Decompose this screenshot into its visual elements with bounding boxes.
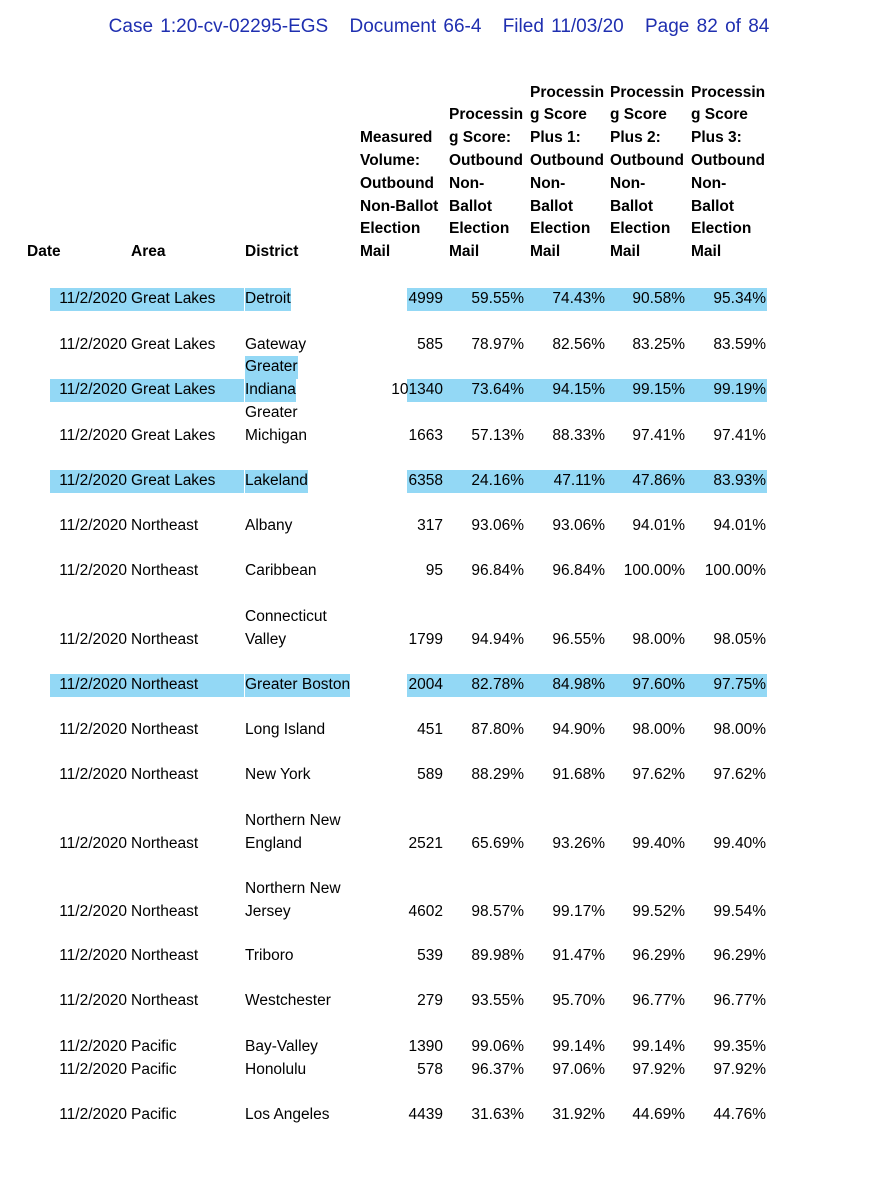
row-area: Great Lakes [131, 336, 216, 353]
row-score-plus2: 100.00% [623, 562, 685, 579]
document-number: Document 66-4 [349, 16, 482, 37]
row-score-plus2: 98.00% [632, 721, 685, 738]
row-district: Greater [245, 356, 298, 379]
case-number: Case 1:20-cv-02295-EGS [108, 16, 329, 37]
row-date: 11/2/2020 [59, 1038, 127, 1055]
row-area: Northeast [131, 630, 199, 648]
row-score-plus3: 100.00% [704, 562, 766, 579]
row-area: Northeast [131, 902, 199, 920]
row-score: 57.13% [471, 426, 524, 444]
row-area: Great Lakes [131, 380, 216, 398]
row-score: 93.06% [471, 517, 524, 534]
row-score-plus2: 83.25% [632, 336, 685, 353]
row-score-plus2: 99.40% [632, 834, 685, 852]
header-line: g Score [530, 106, 587, 124]
row-score-plus2: 44.69% [632, 1106, 685, 1123]
row-date: 11/2/2020 [59, 562, 127, 579]
row-score: 98.57% [471, 902, 524, 920]
row-volume: 585 [417, 336, 443, 353]
row-score-plus2: 99.14% [632, 1038, 685, 1055]
row-score: 24.16% [471, 472, 524, 489]
table-row [0, 356, 878, 402]
row-district: Greater [245, 404, 298, 421]
row-area: Great Lakes [131, 426, 216, 444]
row-score: 78.97% [471, 336, 524, 353]
header-volume [360, 127, 438, 264]
row-score-plus2: 96.77% [632, 992, 685, 1009]
table-row [0, 674, 878, 697]
header-line: Ballot [610, 197, 654, 215]
header-line: Mail [360, 243, 391, 261]
row-district: Westchester [245, 992, 331, 1009]
row-date: 11/2/2020 [59, 336, 127, 353]
header-line: Election [360, 220, 421, 238]
row-score: 65.69% [471, 834, 524, 852]
row-district: Valley [245, 630, 287, 648]
row-area: Pacific [131, 1106, 177, 1123]
row-score-plus1: 91.47% [552, 947, 605, 964]
row-volume: 1663 [408, 426, 443, 444]
row-date: 11/2/2020 [59, 902, 127, 920]
row-volume: 4999 [408, 290, 443, 307]
table-row [0, 810, 878, 856]
header-line: Outbound [691, 152, 766, 170]
row-volume: 1390 [408, 1038, 443, 1055]
row-score-plus3: 99.54% [713, 902, 766, 920]
case-header [0, 16, 878, 38]
row-date: 11/2/2020 [59, 676, 127, 693]
row-date: 11/2/2020 [59, 721, 127, 738]
header-line: Plus 2: [610, 129, 661, 147]
row-score: 89.98% [471, 947, 524, 964]
row-score: 99.06% [471, 1038, 524, 1055]
row-score-plus2: 99.52% [632, 902, 685, 920]
header-score [449, 104, 523, 264]
header-line: Mail [610, 243, 641, 261]
row-score-plus3: 83.59% [713, 336, 766, 353]
row-area: Northeast [131, 562, 199, 579]
row-score-plus3: 96.77% [713, 992, 766, 1009]
header-line: Election [691, 220, 752, 238]
row-score-plus2: 98.00% [632, 630, 685, 648]
table-row [0, 606, 878, 652]
table-row [0, 470, 878, 493]
row-score-plus1: 82.56% [552, 336, 605, 353]
row-score-plus3: 83.93% [713, 472, 766, 489]
row-score-plus1: 74.43% [552, 290, 605, 307]
row-score-plus3: 94.01% [713, 517, 766, 534]
row-score-plus1: 88.33% [552, 426, 605, 444]
header-line: Outbound [610, 152, 685, 170]
row-score: 94.94% [471, 630, 524, 648]
row-area: Northeast [131, 834, 199, 852]
header-score-plus2 [610, 82, 684, 264]
row-volume: 1799 [408, 630, 443, 648]
header-line: Volume: [360, 152, 420, 170]
table-row [0, 1104, 878, 1127]
row-score-plus1: 99.17% [552, 902, 605, 920]
row-volume: 539 [417, 947, 443, 964]
row-volume: 4602 [408, 902, 443, 920]
table-row [0, 334, 878, 357]
header-district: District [245, 243, 299, 261]
row-date: 11/2/2020 [59, 1106, 127, 1123]
row-score-plus1: 94.90% [552, 721, 605, 738]
header-line: Non- [691, 174, 727, 192]
row-score-plus2: 94.01% [632, 517, 685, 534]
row-district: Gateway [245, 336, 307, 353]
table-row [0, 990, 878, 1013]
row-score-plus3: 99.40% [713, 834, 766, 852]
row-score-plus2: 47.86% [632, 472, 685, 489]
header-line: Ballot [449, 197, 493, 215]
header-line: Processin [610, 83, 685, 101]
row-score-plus2: 90.58% [632, 290, 685, 307]
row-score-plus1: 93.26% [552, 834, 605, 852]
row-volume: 451 [417, 721, 443, 738]
row-area: Northeast [131, 947, 199, 964]
row-volume: 4439 [408, 1106, 443, 1123]
row-score-plus1: 93.06% [552, 517, 605, 534]
row-score-plus3: 95.34% [713, 290, 766, 307]
row-district: New York [245, 766, 311, 783]
row-volume: 6358 [408, 472, 443, 489]
row-district: England [245, 834, 302, 852]
row-area: Northeast [131, 676, 199, 693]
row-score-plus1: 31.92% [552, 1106, 605, 1123]
row-score-plus2: 97.92% [632, 1061, 685, 1078]
table-row [0, 515, 878, 538]
header-line: Plus 1: [530, 129, 581, 147]
header-line: Ballot [530, 197, 574, 215]
row-volume: 578 [417, 1061, 443, 1078]
header-line: Non- [449, 174, 485, 192]
row-score-plus3: 99.35% [713, 1038, 766, 1055]
header-line: Non- [530, 174, 566, 192]
row-area: Pacific [131, 1061, 177, 1078]
table-row [0, 764, 878, 787]
row-date: 11/2/2020 [59, 380, 127, 398]
row-volume: 2521 [408, 834, 443, 852]
row-score-plus3: 44.76% [713, 1106, 766, 1123]
row-volume: 95 [425, 562, 443, 579]
table-row [0, 719, 878, 742]
row-score: 73.64% [471, 380, 524, 398]
row-district: Triboro [245, 947, 294, 964]
row-score-plus1: 97.06% [552, 1061, 605, 1078]
row-volume: 2004 [408, 676, 443, 693]
row-date: 11/2/2020 [59, 766, 127, 783]
row-score-plus3: 98.00% [713, 721, 766, 738]
header-line: g Score: [449, 129, 512, 147]
row-score: 96.84% [471, 562, 524, 579]
row-score: 93.55% [471, 992, 524, 1009]
row-district: Detroit [245, 288, 291, 311]
row-district: Los Angeles [245, 1106, 330, 1123]
header-line: g Score [691, 106, 748, 124]
header-line: Election [610, 220, 671, 238]
row-score-plus3: 96.29% [713, 947, 766, 964]
table-row [0, 1059, 878, 1082]
row-score-plus3: 97.75% [713, 676, 766, 693]
header-score-plus1 [530, 82, 604, 264]
header-line: Outbound [530, 152, 605, 170]
header-line: Processin [691, 83, 766, 101]
row-district: Northern New [245, 880, 341, 897]
row-score-plus1: 84.98% [552, 676, 605, 693]
row-area: Northeast [131, 517, 199, 534]
row-volume: 101340 [391, 380, 443, 398]
header-line: Processin [449, 106, 524, 124]
row-date: 11/2/2020 [59, 834, 127, 852]
header-line: Election [449, 220, 510, 238]
row-area: Northeast [131, 766, 199, 783]
row-score-plus1: 96.55% [552, 630, 605, 648]
row-date: 11/2/2020 [59, 290, 127, 307]
row-date: 11/2/2020 [59, 630, 127, 648]
header-line: Mail [691, 243, 722, 261]
table-row [0, 402, 878, 448]
row-score-plus1: 96.84% [552, 562, 605, 579]
row-area: Pacific [131, 1038, 177, 1055]
table-row [0, 878, 878, 924]
row-score-plus1: 94.15% [552, 380, 605, 398]
row-date: 11/2/2020 [59, 947, 127, 964]
row-district: Connecticut [245, 608, 327, 625]
header-line: Mail [530, 243, 561, 261]
row-score-plus3: 99.19% [713, 380, 766, 398]
header-line: Non- [610, 174, 646, 192]
row-score-plus1: 91.68% [552, 766, 605, 783]
header-line: Measured [360, 129, 433, 147]
table-row [0, 288, 878, 311]
row-score-plus3: 97.62% [713, 766, 766, 783]
row-volume: 279 [417, 992, 443, 1009]
row-score-plus3: 98.05% [713, 630, 766, 648]
table-row [0, 1036, 878, 1059]
header-line: Outbound [449, 152, 524, 170]
row-district: Honolulu [245, 1061, 307, 1078]
row-date: 11/2/2020 [59, 1061, 127, 1078]
row-date: 11/2/2020 [59, 992, 127, 1009]
row-district: Michigan [245, 426, 308, 444]
header-line: Outbound [360, 174, 435, 192]
header-line: Mail [449, 243, 480, 261]
row-score-plus1: 99.14% [552, 1038, 605, 1055]
row-score: 82.78% [471, 676, 524, 693]
row-volume: 589 [417, 766, 443, 783]
header-line: Ballot [691, 197, 735, 215]
row-score-plus3: 97.41% [713, 426, 766, 444]
header-line: Non-Ballot [360, 197, 439, 215]
row-date: 11/2/2020 [59, 517, 127, 534]
page-number: Page 82 of 84 [645, 16, 770, 37]
header-score-plus3 [691, 82, 765, 264]
row-district: Long Island [245, 721, 326, 738]
row-district: Greater Boston [245, 674, 350, 697]
row-score: 31.63% [471, 1106, 524, 1123]
header-line: Election [530, 220, 591, 238]
filed-date: Filed 11/03/20 [502, 16, 624, 37]
row-volume: 317 [417, 517, 443, 534]
row-score-plus2: 97.60% [632, 676, 685, 693]
header-line: Plus 3: [691, 129, 742, 147]
table-row [0, 560, 878, 583]
row-area: Northeast [131, 721, 199, 738]
row-score-plus2: 96.29% [632, 947, 685, 964]
row-score-plus2: 97.41% [632, 426, 685, 444]
row-district: Lakeland [245, 470, 308, 493]
row-area: Great Lakes [131, 290, 216, 307]
row-district: Albany [245, 517, 293, 534]
row-district: Caribbean [245, 562, 317, 579]
header-area: Area [131, 243, 166, 261]
row-area: Northeast [131, 992, 199, 1009]
row-score: 96.37% [471, 1061, 524, 1078]
table-row [0, 945, 878, 968]
row-district: Indiana [245, 379, 296, 402]
row-score: 59.55% [471, 290, 524, 307]
row-score: 87.80% [471, 721, 524, 738]
row-score-plus2: 97.62% [632, 766, 685, 783]
row-score-plus1: 95.70% [552, 992, 605, 1009]
row-district: Bay-Valley [245, 1038, 318, 1055]
row-district: Jersey [245, 902, 291, 920]
row-area: Great Lakes [131, 472, 216, 489]
row-score-plus2: 99.15% [632, 380, 685, 398]
header-line: Processin [530, 83, 605, 101]
row-date: 11/2/2020 [59, 472, 127, 489]
row-date: 11/2/2020 [59, 426, 127, 444]
header-date: Date [27, 243, 61, 261]
row-score: 88.29% [471, 766, 524, 783]
row-district: Northern New [245, 812, 341, 829]
row-score-plus1: 47.11% [553, 472, 605, 489]
row-score-plus3: 97.92% [713, 1061, 766, 1078]
header-line: g Score [610, 106, 667, 124]
